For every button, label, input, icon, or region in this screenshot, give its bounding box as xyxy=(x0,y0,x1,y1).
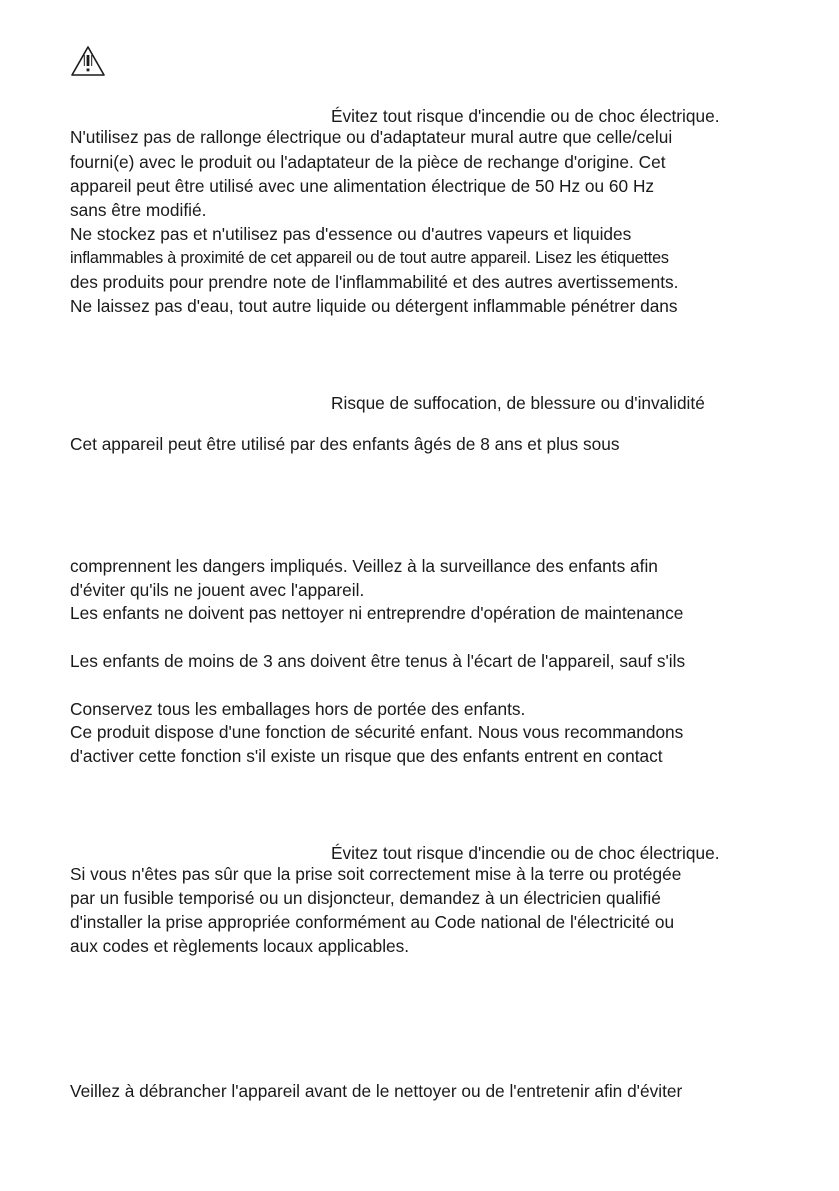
section2-line: Ce produit dispose d'une fonction de sécurité enfant. Nous vous recommandons xyxy=(70,722,684,742)
section2-line: d'éviter qu'ils ne jouent avec l'appareil. xyxy=(70,580,365,600)
section1-line: N'utilisez pas de rallonge électrique ou d'adaptateur mural autre que celle/celui xyxy=(70,127,673,147)
section2-line: Les enfants ne doivent pas nettoyer ni entreprendre d'opération de maintenance xyxy=(70,603,684,623)
section1-line: appareil peut être utilisé avec une alimentation électrique de 50 Hz ou 60 Hz xyxy=(70,176,655,196)
section2-line: Conservez tous les emballages hors de portée des enfants. xyxy=(70,699,526,719)
section2-line: Cet appareil peut être utilisé par des enfants âgés de 8 ans et plus sous xyxy=(70,434,620,454)
section2-line: Les enfants de moins de 3 ans doivent être tenus à l'écart de l'appareil, sauf s'ils xyxy=(70,651,686,671)
section1-line: sans être modifié. xyxy=(70,200,207,220)
section1-line: inflammables à proximité de cet appareil ou de tout autre appareil. Lisez les étiquettes xyxy=(70,249,669,267)
section1-line: fourni(e) avec le produit ou l'adaptateur de la pièce de rechange d'origine. Cet xyxy=(70,152,666,172)
section3-line: Si vous n'êtes pas sûr que la prise soit correctement mise à la terre ou protégée xyxy=(70,864,682,884)
section3-line: par un fusible temporisé ou un disjoncteur, demandez à un électricien qualifié xyxy=(70,888,661,908)
section1-line: Ne stockez pas et n'utilisez pas d'essence ou d'autres vapeurs et liquides xyxy=(70,224,632,244)
section1-heading: Évitez tout risque d'incendie ou de choc électrique. xyxy=(331,106,720,126)
section2-heading: Risque de suffocation, de blessure ou d'invalidité xyxy=(331,393,705,413)
section4-line: Veillez à débrancher l'appareil avant de le nettoyer ou de l'entretenir afin d'éviter xyxy=(70,1081,683,1101)
section3-line: aux codes et règlements locaux applicables. xyxy=(70,936,410,956)
section3-line: d'installer la prise appropriée conformément au Code national de l'électricité ou xyxy=(70,912,675,932)
section2-line: d'activer cette fonction s'il existe un risque que des enfants entrent en contact xyxy=(70,746,663,766)
section2-line: comprennent les dangers impliqués. Veillez à la surveillance des enfants afin xyxy=(70,556,658,576)
section3-heading: Évitez tout risque d'incendie ou de choc électrique. xyxy=(331,843,720,863)
warning-triangle-icon xyxy=(69,44,107,78)
section1-line: des produits pour prendre note de l'inflammabilité et des autres avertissements. xyxy=(70,272,679,292)
section1-line: Ne laissez pas d'eau, tout autre liquide ou détergent inflammable pénétrer dans xyxy=(70,296,678,316)
